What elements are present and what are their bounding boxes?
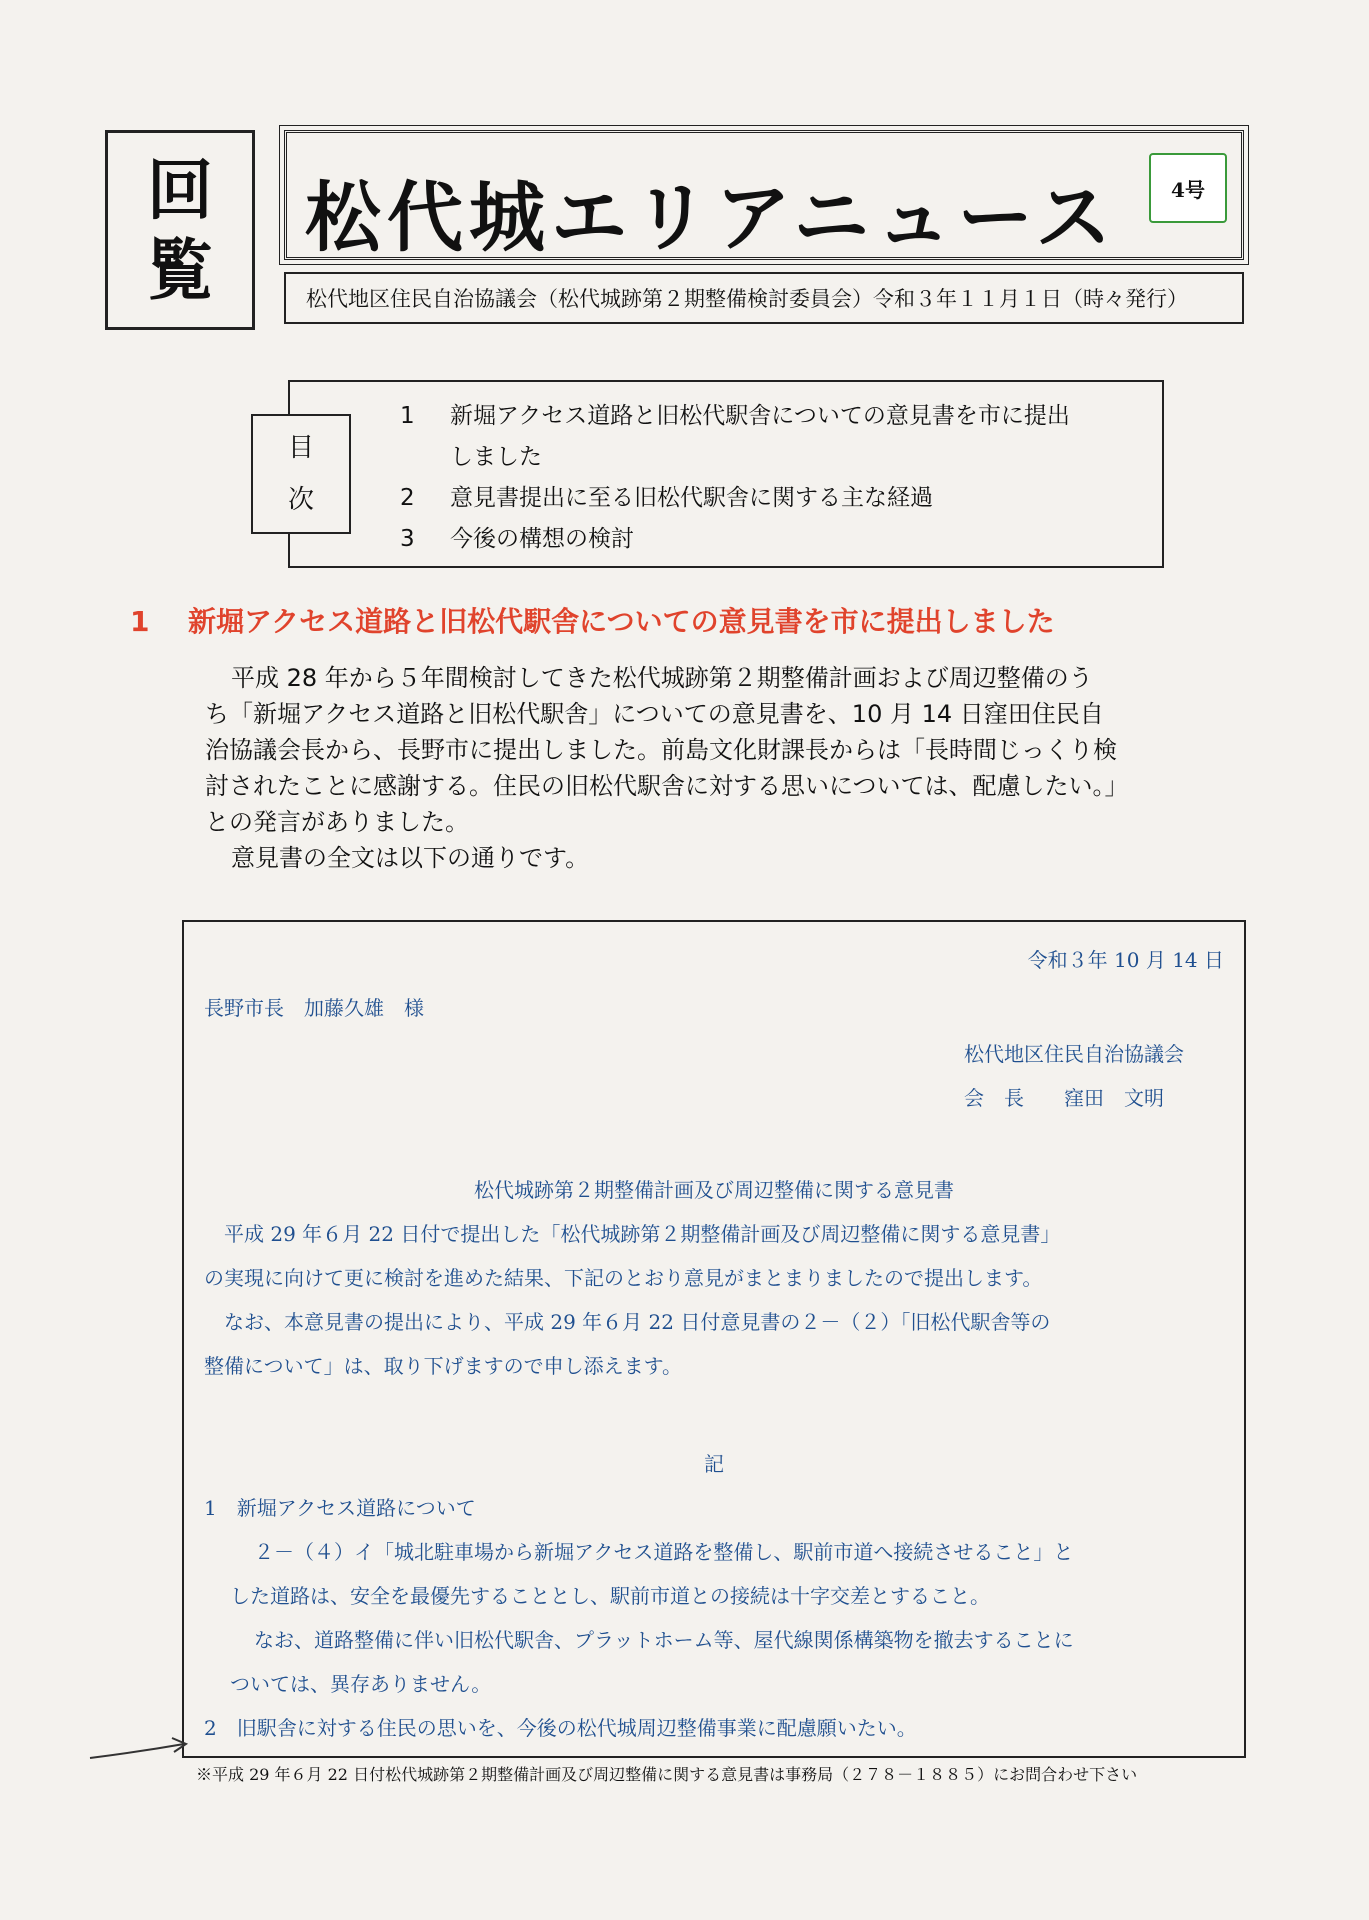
- letter-item-1-title: 1 新堀アクセス道路について: [204, 1496, 476, 1520]
- body-line: 討されたことに感謝する。住民の旧松代駅舎に対する思いについては、配慮したい。」: [205, 772, 1129, 800]
- letter-body-line: の実現に向けて更に検討を進めた結果、下記のとおり意見がまとまりましたので提出します。: [204, 1266, 1043, 1290]
- letter-body-line: 平成 29 年６月 22 日付で提出した「松代城跡第２期整備計画及び周辺整備に関する意見書」: [224, 1222, 1061, 1246]
- section-1-title: 新堀アクセス道路と旧松代駅舎についての意見書を市に提出しました: [188, 605, 1055, 638]
- toc-label: [251, 414, 351, 534]
- body-line: 治協議会長から、長野市に提出しました。前島文化財課長からは「長時間じっくり検: [205, 736, 1117, 764]
- kairan-stamp-box: [105, 130, 255, 330]
- toc-item: [400, 519, 1142, 560]
- toc-item-text: しました: [450, 444, 542, 470]
- letter-item-1-line: ついては、異存ありません。: [230, 1672, 492, 1696]
- toc-item-text: 意見書提出に至る旧松代駅舎に関する主な経過: [450, 485, 933, 511]
- letter-item-1-line: ２－（４）イ「城北駐車場から新堀アクセス道路を整備し、駅前市道へ接続させること」と: [254, 1540, 1074, 1564]
- footnote: ※平成 29 年６月 22 日付松代城跡第２期整備計画及び周辺整備に関する意見書は事務局（２７８－１８８５）にお問合わせ下さい: [196, 1765, 1138, 1784]
- body-line: 意見書の全文は以下の通りです。: [231, 844, 590, 872]
- section-1-number: 1: [130, 605, 150, 638]
- title-box: [284, 130, 1244, 260]
- letter-ki: 記: [704, 1452, 724, 1476]
- handwritten-arrow-icon: [88, 1730, 198, 1770]
- opinion-letter: [182, 920, 1246, 1758]
- toc-item-number: [400, 437, 450, 478]
- kairan-char-2: 覧: [147, 231, 213, 309]
- toc-item-text: 今後の構想の検討: [450, 526, 634, 552]
- toc-item: [400, 437, 1142, 478]
- toc-label-char-1: 目: [287, 433, 314, 463]
- body-line: ち「新堀アクセス道路と旧松代駅舎」についての意見書を、10 月 14 日窪田住民自: [205, 700, 1104, 728]
- newsletter-title: 松代城エリアニュース: [305, 173, 1118, 262]
- letter-item-1-line: なお、道路整備に伴い旧松代駅舎、プラットホーム等、屋代線関係構築物を撤去することに: [254, 1628, 1074, 1652]
- toc-label-char-2: 次: [287, 485, 314, 515]
- letter-item-2: 2 旧駅舎に対する住民の思いを、今後の松代城周辺整備事業に配慮願いたい。: [204, 1716, 917, 1740]
- toc-item-text: 新堀アクセス道路と旧松代駅舎についての意見書を市に提出: [450, 403, 1070, 429]
- toc-item-number: 2: [400, 485, 415, 511]
- section-1-body: [205, 660, 1245, 876]
- toc-list: [400, 396, 1142, 560]
- letter-addressee: 長野市長 加藤久雄 様: [204, 996, 424, 1020]
- body-line: 平成 28 年から５年間検討してきた松代城跡第２期整備計画および周辺整備のう: [231, 664, 1093, 692]
- body-line: との発言がありました。: [205, 808, 469, 836]
- letter-subject: 松代城跡第２期整備計画及び周辺整備に関する意見書: [474, 1178, 954, 1202]
- letter-date: 令和３年 10 月 14 日: [1027, 948, 1224, 972]
- letter-sender-org: 松代地区住民自治協議会: [964, 1042, 1184, 1066]
- letter-sender-name: 会 長 窪田 文明: [964, 1086, 1164, 1110]
- letter-body-line: 整備について」は、取り下げますので申し添えます。: [204, 1354, 682, 1378]
- toc-item-number: 3: [400, 526, 415, 552]
- kairan-char-1: 回: [147, 151, 213, 229]
- toc-item-number: 1: [400, 403, 415, 429]
- issue-badge: 4号: [1149, 153, 1227, 223]
- publisher-line: 松代地区住民自治協議会（松代城跡第２期整備検討委員会）令和３年１１月１日（時々発行）: [284, 272, 1244, 324]
- letter-body-line: なお、本意見書の提出により、平成 29 年６月 22 日付意見書の２－（２）「旧松代駅舎等の: [224, 1310, 1051, 1334]
- table-of-contents: [288, 380, 1164, 568]
- toc-item: [400, 396, 1142, 437]
- toc-item: [400, 478, 1142, 519]
- section-1-heading: [130, 600, 1055, 640]
- letter-item-1-line: した道路は、安全を最優先することとし、駅前市道との接続は十字交差とすること。: [230, 1584, 990, 1608]
